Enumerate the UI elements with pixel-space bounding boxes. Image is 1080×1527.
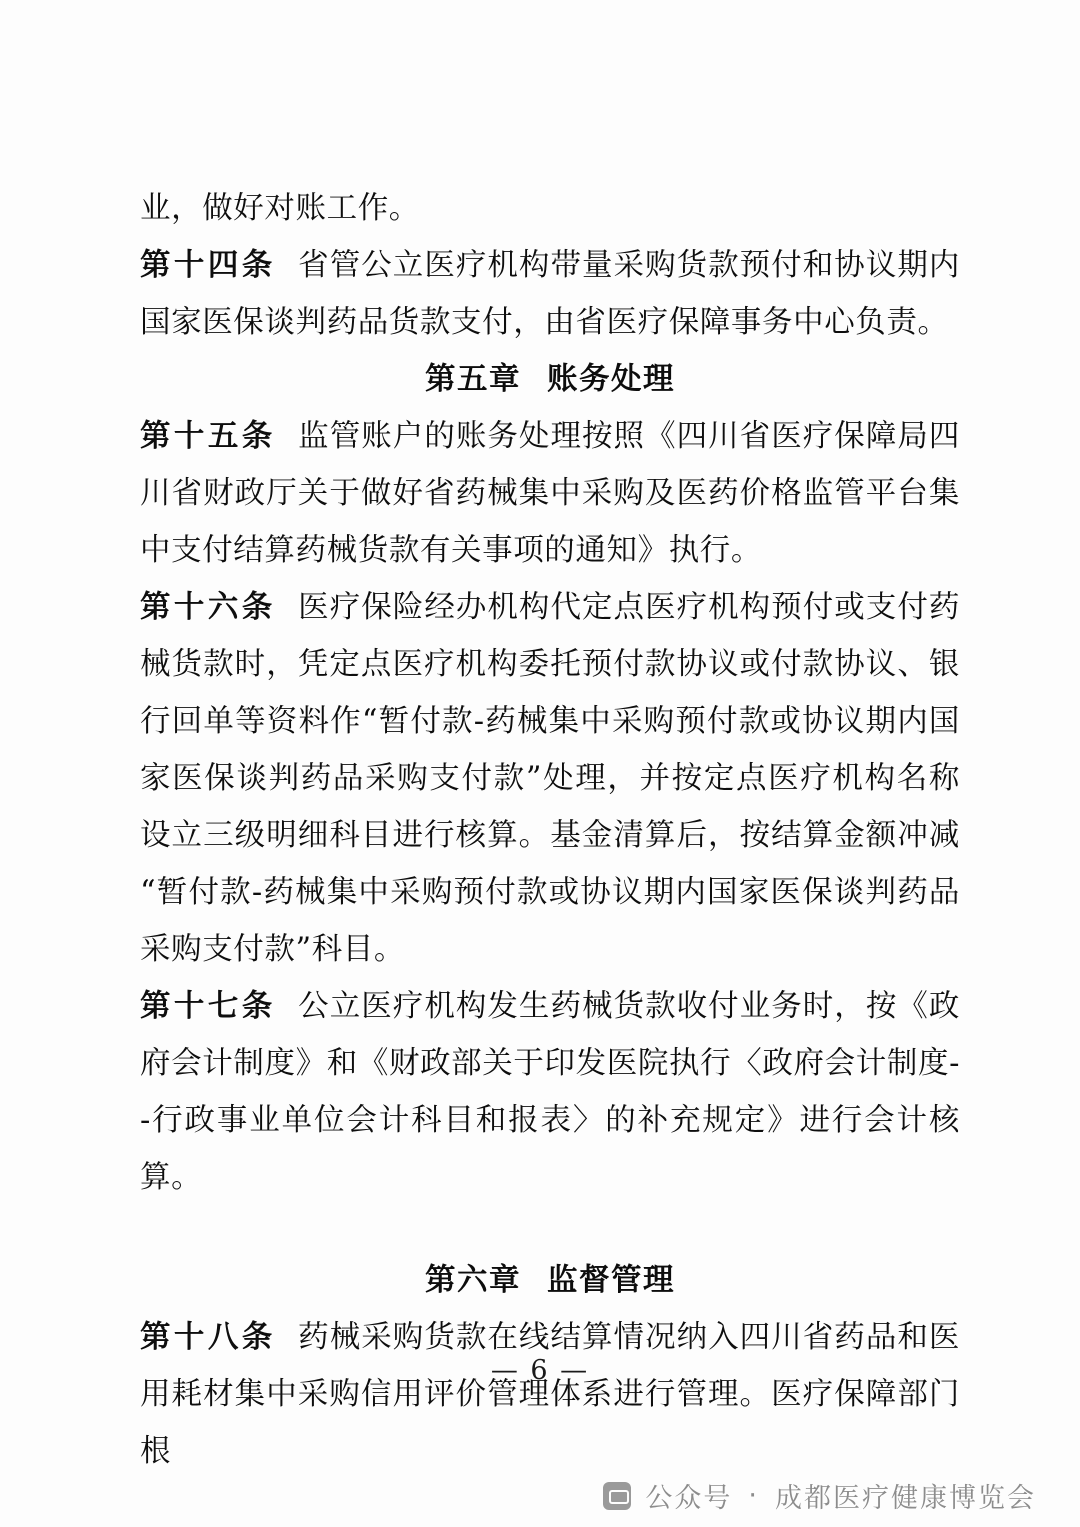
page-number: — 6 — xyxy=(490,1355,590,1386)
chapter-5-title: 账务处理 xyxy=(547,362,675,397)
watermark-name: 成都医疗健康博览会 xyxy=(775,1483,1036,1514)
chapter-6-number: 第六章 xyxy=(425,1263,521,1298)
paragraph-continuation xyxy=(140,180,960,237)
article-14-label: 第十四条 xyxy=(140,247,276,283)
section-spacer xyxy=(140,1206,960,1252)
article-16-label: 第十六条 xyxy=(140,589,276,625)
article-18-text: 药械采购货款在线结算情况纳入四川省药品和医用耗材集中采购信用评价管理体系进行管理。医疗保障部门根 xyxy=(140,1320,960,1469)
article-15 xyxy=(140,408,960,579)
article-16-text: 医疗保险经办机构代定点医疗机构预付或支付药械货款时，凭定点医疗机构委托预付款协议或付款协议、银行回单等资料作“暂付款-药械集中采购预付款或协议期内国家医保谈判药品采购支付款”处理，并按定点医疗机构名称设立三级明细科目进行核算。基金清算后，按结算金额冲减“暂付款-药械集中采购预付款或协议期内国家医保谈判药品采购支付款”科目。 xyxy=(140,590,960,967)
chapter-5-number: 第五章 xyxy=(425,362,521,397)
article-17-text: 公立医疗机构发生药械货款收付业务时，按《政府会计制度》和《财政部关于印发医院执行〈政府会计制度--行政事业单位会计科目和报表〉的补充规定》进行会计核算。 xyxy=(140,989,960,1195)
article-16 xyxy=(140,579,960,978)
article-14 xyxy=(140,237,960,351)
article-18-label: 第十八条 xyxy=(140,1319,276,1355)
wechat-official-account-icon xyxy=(603,1482,631,1510)
article-18 xyxy=(140,1309,960,1480)
document-body xyxy=(140,180,960,1480)
watermark-separator: · xyxy=(748,1480,759,1511)
watermark xyxy=(603,1476,1036,1515)
watermark-prefix: 公众号 xyxy=(645,1483,733,1514)
paragraph-text: 业，做好对账工作。 xyxy=(140,191,420,226)
article-17 xyxy=(140,978,960,1206)
article-14-text: 省管公立医疗机构带量采购货款预付和协议期内国家医保谈判药品货款支付，由省医疗保障事务中心负责。 xyxy=(140,248,960,340)
article-15-text: 监管账户的账务处理按照《四川省医疗保障局四川省财政厅关于做好省药械集中采购及医药价格监管平台集中支付结算药械货款有关事项的通知》执行。 xyxy=(140,419,960,568)
chapter-6-title: 监督管理 xyxy=(547,1263,675,1298)
chapter-heading-5 xyxy=(140,351,960,408)
chapter-heading-6 xyxy=(140,1252,960,1309)
article-17-label: 第十七条 xyxy=(140,988,276,1024)
article-15-label: 第十五条 xyxy=(140,418,276,454)
